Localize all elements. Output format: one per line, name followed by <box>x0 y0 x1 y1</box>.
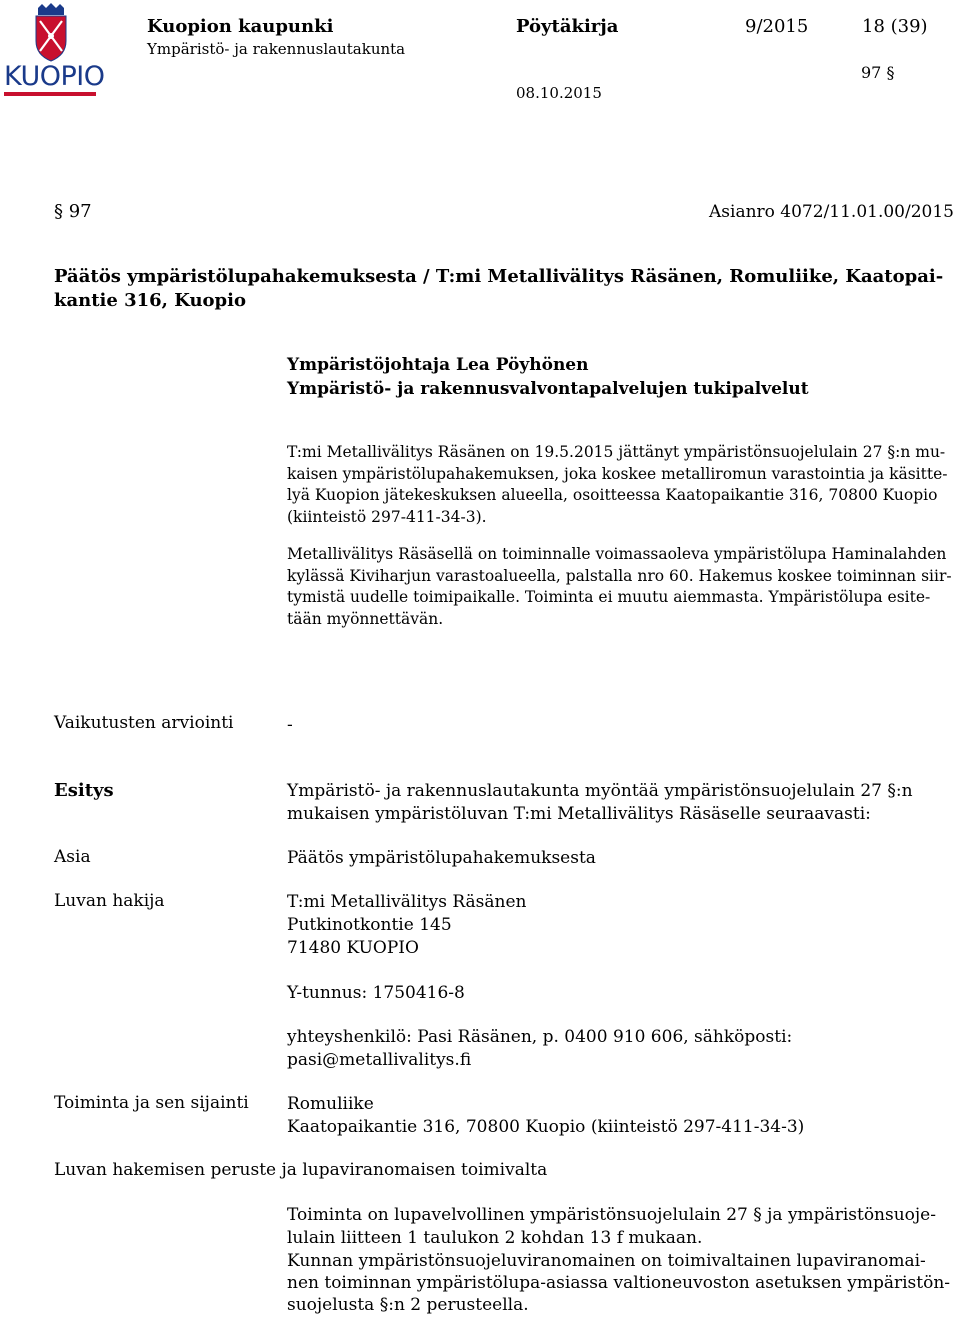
meeting-number: 9/2015 <box>745 16 809 37</box>
applicant-city: 71480 KUOPIO <box>287 938 419 958</box>
impact-label: Vaikutusten arviointi <box>54 713 234 733</box>
board-name: Ympäristö- ja rakennuslautakunta <box>147 40 406 58</box>
presenter-name: Ympäristöjohtaja Lea Pöyhönen <box>287 355 589 375</box>
operation-location: Kaatopaikantie 316, 70800 Kuopio (kiinteistö 297-411-34-3) <box>287 1117 805 1137</box>
authority-line: suojelusta §:n 2 perusteella. <box>287 1295 529 1315</box>
paragraph-line: kaisen ympäristölupahakemuksen, joka koskee metalliromun varastointia ja käsitte- <box>287 464 948 483</box>
paragraph-line: tymistä uudelle toimipaikalle. Toiminta ei muutu aiemmasta. Ympäristölupa esite- <box>287 588 931 606</box>
authority-line: lulain liitteen 1 taulukon 2 kohdan 13 f mukaan. <box>287 1228 703 1248</box>
meeting-date: 08.10.2015 <box>516 84 602 102</box>
operation-label: Toiminta ja sen sijainti <box>54 1093 249 1113</box>
operation-name: Romuliike <box>287 1094 374 1114</box>
paragraph-line: T:mi Metallivälitys Räsänen on 19.5.2015 jättänyt ympäristönsuojelulain 27 §:n mu- <box>287 443 946 461</box>
section-number: § 97 <box>54 201 92 222</box>
authority-line: Toiminta on lupavelvollinen ympäristönsuojelulain 27 § ja ympäristönsuoje- <box>287 1205 936 1225</box>
proposal-line-1: Ympäristö- ja rakennuslautakunta myöntää ympäristönsuojelulain 27 §:n <box>287 781 913 801</box>
impact-value: - <box>287 715 293 735</box>
applicant-name: T:mi Metallivälitys Räsänen <box>287 892 527 912</box>
logo-text: KUOPIO <box>4 61 105 92</box>
presenter-unit: Ympäristö- ja rakennusvalvontapalvelujen tukipalvelut <box>287 379 809 399</box>
logo-underline <box>4 92 96 96</box>
subject-label: Asia <box>54 847 91 867</box>
applicant-label: Luvan hakija <box>54 891 165 911</box>
title-line-1: Päätös ympäristölupahakemuksesta / T:mi Metallivälitys Räsänen, Romuliike, Kaatopai- <box>54 266 944 287</box>
subject-value: Päätös ympäristölupahakemuksesta <box>287 848 596 868</box>
paragraph-application <box>287 442 949 528</box>
authority-line: nen toiminnan ympäristölupa-asiassa valtioneuvoston asetuksen ympäristön- <box>287 1273 951 1293</box>
paragraph-line: tään myönnettävän. <box>287 609 444 628</box>
paragraph-existing-permit <box>287 544 952 630</box>
proposal-label: Esitys <box>54 780 114 801</box>
applicant-business-id: Y-tunnus: 1750416-8 <box>287 983 465 1003</box>
paragraph-line: kylässä Kiviharjun varastoalueella, palstalla nro 60. Hakemus koskee toiminnan siir- <box>287 566 952 585</box>
title-line-2: kantie 316, Kuopio <box>54 290 246 311</box>
applicant-contact: yhteyshenkilö: Pasi Räsänen, p. 0400 910 606, sähköposti: <box>287 1027 793 1047</box>
org-name: Kuopion kaupunki <box>147 16 334 37</box>
case-number: Asianro 4072/11.01.00/2015 <box>709 202 954 222</box>
paragraph-line: Metallivälitys Räsäsellä on toiminnalle voimassaoleva ympäristölupa Haminalahden <box>287 545 947 563</box>
paragraph-line: lyä Kuopion jätekeskuksen alueella, osoitteessa Kaatopaikantie 316, 70800 Kuopio <box>287 486 938 504</box>
authority-line: Kunnan ympäristönsuojeluviranomainen on toimivaltainen lupaviranomai- <box>287 1251 926 1271</box>
paragraph-line: (kiinteistö 297-411-34-3). <box>287 507 487 526</box>
proposal-line-2: mukaisen ympäristöluvan T:mi Metallivälitys Räsäselle seuraavasti: <box>287 804 871 824</box>
applicant-street: Putkinotkontie 145 <box>287 915 452 935</box>
applicant-email: pasi@metallivalitys.fi <box>287 1050 472 1070</box>
header-section: 97 § <box>861 63 895 82</box>
kuopio-logo <box>3 3 105 98</box>
page-number: 18 (39) <box>862 16 928 37</box>
doc-type: Pöytäkirja <box>516 16 619 37</box>
authority-label: Luvan hakemisen peruste ja lupaviranomaisen toimivalta <box>54 1160 548 1180</box>
